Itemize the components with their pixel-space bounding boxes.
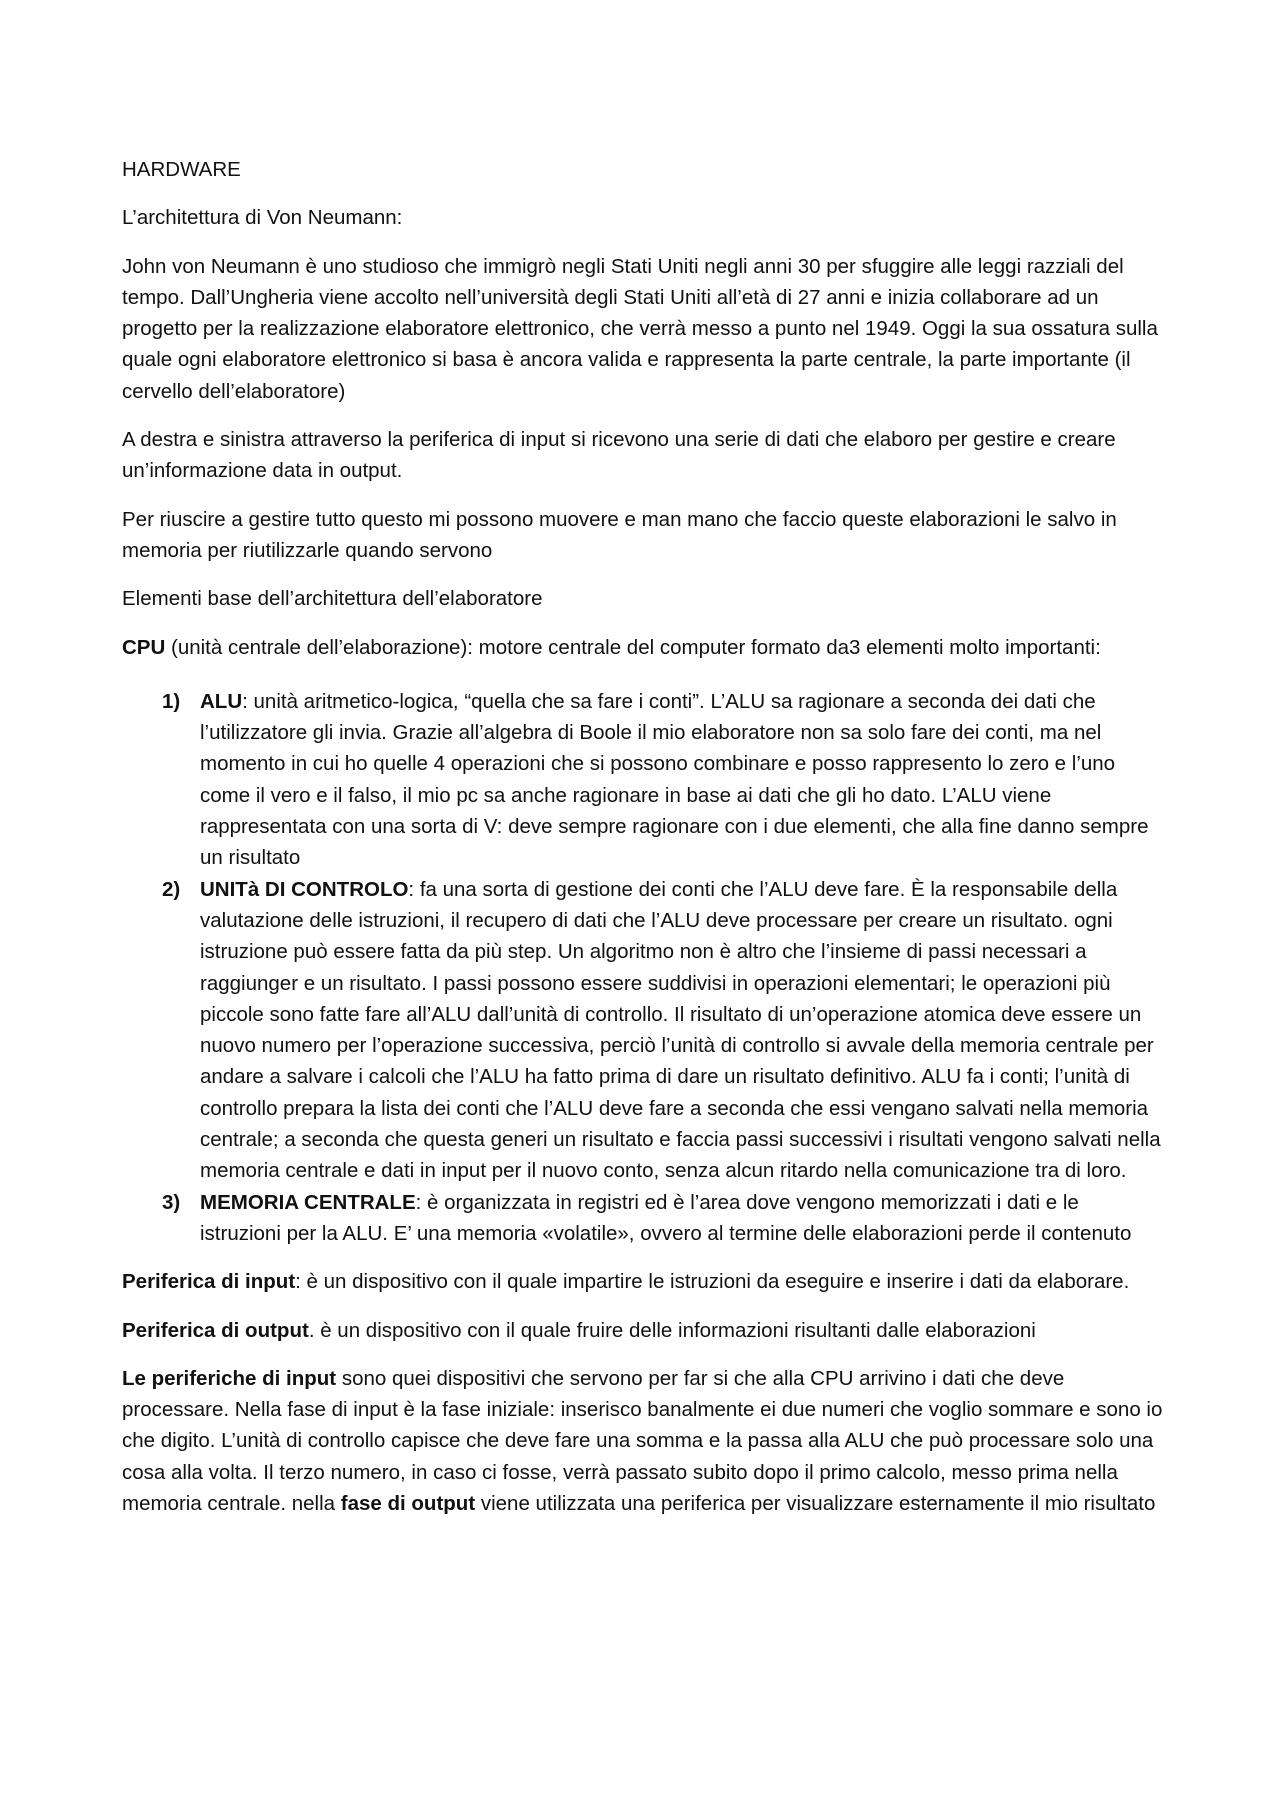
input-device-text: : è un dispositivo con il quale impartire le istruzioni da eseguire e inserire i dati da elaborare. — [295, 1270, 1130, 1294]
list-text-central-memory: : è organizzata in registri ed è l’area dove vengono memorizzati i dati e le istruzioni per la ALU. E’ una memoria «volatile», ovvero al termine delle elaborazioni perde il contenuto — [200, 1190, 1132, 1245]
list-item-central-memory — [122, 1187, 1165, 1250]
list-marker: 1) — [162, 689, 181, 713]
output-phase-text: viene utilizzata una periferica per visualizzare esternamente il mio risultato — [475, 1491, 1156, 1515]
list-term-central-memory: MEMORIA CENTRALE — [200, 1190, 416, 1214]
cpu-components-list — [122, 686, 1165, 1249]
list-item-alu — [122, 686, 1165, 874]
cpu-text: (unità centrale dell’elaborazione): motore centrale del computer formato da3 elementi molto importanti: — [165, 635, 1101, 659]
list-marker: 3) — [162, 1190, 181, 1214]
paragraph-memory: Per riuscire a gestire tutto questo mi possono muovere e man mano che faccio queste elaborazioni le salvo in memoria per riutilizzarle quando servono — [122, 507, 1117, 562]
input-device-term: Periferica di input — [122, 1270, 296, 1294]
paragraph-output-device — [122, 1315, 1165, 1346]
input-peripherals-term: Le periferiche di input — [122, 1366, 337, 1390]
document-heading: HARDWARE — [122, 158, 241, 181]
output-phase-term: fase di output — [340, 1491, 476, 1515]
list-term-alu: ALU — [200, 689, 243, 713]
list-text-control-unit: : fa una sorta di gestione dei conti che l’ALU deve fare. È la responsabile della valutazione delle istruzioni, il recupero di dati che l’ALU deve processare per creare un risultato. ogni istruzione può essere fatta da più step. Un algoritmo non è altro che l’insieme di passi necessari a raggiunger e un risultato. I passi possono essere suddivisi in operazioni elementari; le operazioni più piccole sono fatte fare all’ALU dall’unità di controllo. Il risultato di un’operazione atomica deve essere un nuovo numero per l’operazione successiva, perciò l’unità di controllo si avvale della memoria centrale per andare a salvare i calcoli che l’ALU ha fatto prima di dare un risultato definitivo. ALU fa i conti; l’unità di controllo prepara la lista dei conti che l’ALU deve fare a seconda che essi vengano salvati nella memoria centrale; a seconda che questa generi un risultato e faccia passi successivi i risultati vengono salvati nella memoria centrale e dati in input per il nuovo conto, senza alcun ritardo nella comunicazione tra di loro. — [200, 877, 1161, 1183]
list-item-control-unit — [122, 874, 1165, 1187]
output-device-text: . è un dispositivo con il quale fruire delle informazioni risultanti dalle elaborazioni — [308, 1318, 1036, 1342]
paragraph-von-neumann: John von Neumann è uno studioso che immigrò negli Stati Uniti negli anni 30 per sfuggire alle leggi razziali del tempo. Dall’Ungheria viene accolto nell’università degli Stati Uniti all’età di 27 anni e inizia collaborare ad un progetto per la realizzazione elaboratore elettronico, che verrà messo a punto nel 1949. Oggi la sua ossatura sulla quale ogni elaboratore elettronico si basa è ancora valida e rappresenta la parte centrale, la parte importante (il cervello dell’elaboratore) — [122, 254, 1158, 403]
paragraph-cpu — [122, 632, 1165, 663]
paragraph-input-peripherals — [122, 1363, 1165, 1519]
list-text-alu: : unità aritmetico-logica, “quella che sa fare i conti”. L’ALU sa ragionare a seconda dei dati che l’utilizzatore gli invia. Grazie all’algebra di Boole il mio elaboratore non sa solo fare dei conti, ma nel momento in cui ho quelle 4 operazioni che si possono combinare e posso rappresento lo zero e l’uno come il vero e il falso, il mio pc sa anche ragionare in base ai dati che gli ho dato. L’ALU viene rappresentata con una sorta di V: deve sempre ragionare con i due elementi, che alla fine danno sempre un risultato — [200, 689, 1149, 870]
cpu-term: CPU — [122, 635, 166, 659]
output-device-term: Periferica di output — [122, 1318, 309, 1342]
list-term-control-unit: UNITà DI CONTROLO — [200, 877, 409, 901]
list-marker: 2) — [162, 877, 181, 901]
document-body — [122, 154, 1165, 1536]
document-subheading: L’architettura di Von Neumann: — [122, 206, 403, 230]
paragraph-input-device — [122, 1266, 1165, 1297]
paragraph-input-output: A destra e sinistra attraverso la periferica di input si ricevono una serie di dati che elaboro per gestire e creare un’informazione data in output. — [122, 428, 1116, 483]
paragraph-elements-title: Elementi base dell’architettura dell’elaboratore — [122, 587, 543, 611]
input-peripherals-text: sono quei dispositivi che servono per far si che alla CPU arrivino i dati che deve processare. Nella fase di input è la fase iniziale: inserisco banalmente ei due numeri che voglio sommare e sono io che digito. L’unità di controllo capisce che deve fare una somma e la passa alla ALU che può processare solo una cosa alla volta. Il terzo numero, in caso ci fosse, verrà passato subito dopo il primo calcolo, messo prima nella memoria centrale. nella — [122, 1366, 1163, 1515]
